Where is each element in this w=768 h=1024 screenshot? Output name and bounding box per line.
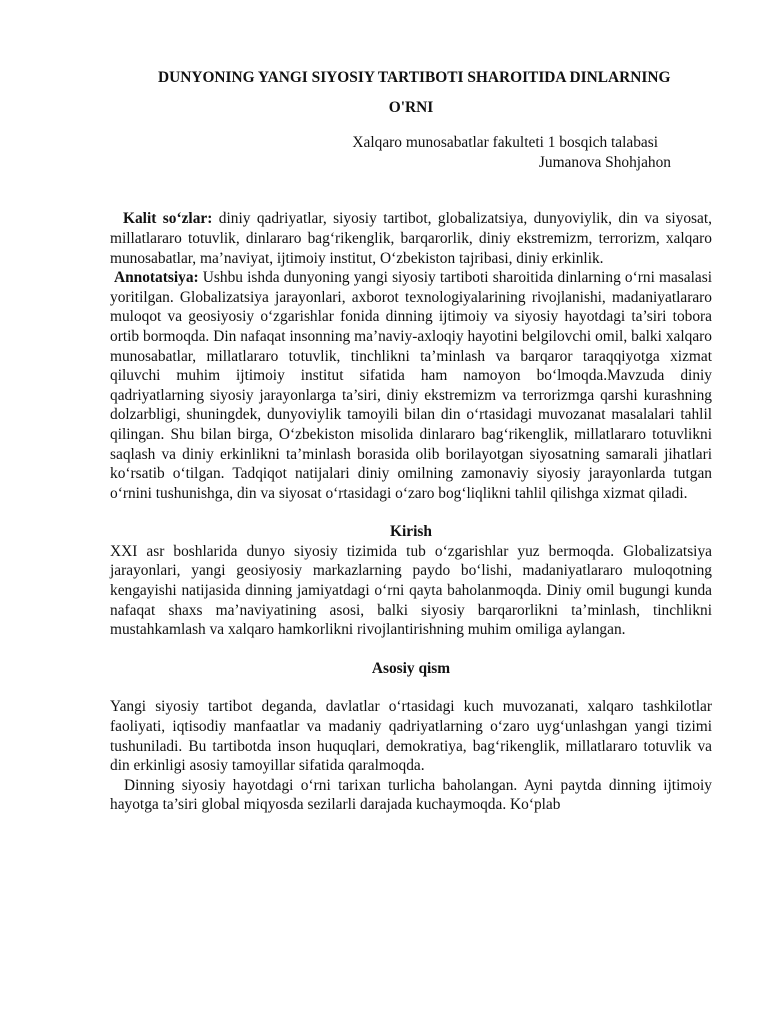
annotation-label: Annotatsiya: [114, 269, 199, 287]
kirish-paragraph: XXI asr boshlarida dunyo siyosiy tizimida tub o‘zgarishlar yuz bermoqda. Globalizatsiya jarayonlari, yangi geosiyosiy markazlarning paydo bo‘lishi, madaniyatlararo muloqotning kengayishi natijasida dinning jamiyatdagi o‘rni qayta baholanmoqda. Diniy omil bugungi kunda nafaqat shaxs ma’naviyatining asosi, balki siyosiy barqarorlikni ta’minlash, tinchlikni mustahkamlash va xalqaro hamkorlikni rivojlantirishning muhim omiliga aylangan. [110, 542, 712, 639]
author-name: Jumanova Shohjahon [538, 153, 671, 171]
section-heading-kirish: Kirish [390, 523, 432, 541]
document-title-line2: O'RNI [388, 98, 434, 116]
asosiy-paragraph-1: Yangi siyosiy tartibot deganda, davlatlar o‘rtasidagi kuch muvozanati, xalqaro tashkilotlar faoliyati, iqtisodiy manfaatlar va madaniy qadriyatlarning o‘zaro uyg‘unlashgan yangi tizimi tushuniladi. Bu tartibotda inson huquqlari, demokratiya, bag‘rikenglik, millatlararo totuvlik va din erkinligi asosiy tamoyillar sifatida qaralmoqda. [110, 698, 712, 775]
author-affiliation: Xalqaro munosabatlar fakulteti 1 bosqich talabasi [352, 134, 658, 152]
keywords-text: diniy qadriyatlar, siyosiy tartibot, globalizatsiya, dunyoviylik, din va siyosat, millatlararo totuvlik, dinlararo bag‘rikenglik, barqarorlik, diniy ekstremizm, terrorizm, xalqaro munosabatlar, ma’naviyat, ijtimoiy institut, O‘zbekiston tajribasi, diniy erkinlik. [110, 210, 712, 267]
document-title: DUNYONING YANGI SIYOSIY TARTIBOTI SHAROITIDA DINLARNING [158, 69, 671, 86]
section-heading-asosiy: Asosiy qism [371, 659, 451, 677]
annotation-text: Ushbu ishda dunyoning yangi siyosiy tartiboti sharoitida dinlarning o‘rni masalasi yoritilgan. Globalizatsiya jarayonlari, axborot texnologiyalarining rivojlanishi, madaniyatlararo muloqot va geosiyosiy o‘zgarishlar fonida dinning ijtimoiy va siyosiy hayotdagi ta’siri tobora ortib bormoqda. Din nafaqat insonning ma’naviy-axloqiy hayotini belgilovchi omil, balki xalqaro munosabatlar, millatlararo totuvlik, tinchlikni ta’minlash va barqaror taraqqiyotga xizmat qiluvchi muhim ijtimoiy institut sifatida ham namoyon bo‘lmoqda.Mavzuda diniy qadriyatlarning siyosiy jarayonlarga ta’siri, diniy ekstremizm va terrorizmga qarshi kurashning dolzarbligi, shuningdek, dunyoviylik tamoyili bilan din o‘rtasidagi muvozanat masalalari tahlil qilingan. Shu bilan birga, O‘zbekiston misolida dinlararo bag‘rikenglik, millatlararo totuvlikni saqlash va diniy erkinlikni ta’minlash borasida olib borilayotgan siyosatning samarali jihatlari ko‘rsatib o‘tilgan. Tadqiqot natijalari diniy omilning zamonaviy siyosiy jarayonlarda tutgan o‘rnini tushunishga, din va siyosat o‘rtasidagi o‘zaro bog‘liqlikni tahlil qilishga xizmat qiladi. [110, 269, 712, 502]
asosiy-paragraph-2: Dinning siyosiy hayotdagi o‘rni tarixan turlicha baholangan. Ayni paytda dinning ijtimoiy hayotga ta’siri global miqyosda sezilarli darajada kuchaymoqda. Ko‘plab [110, 776, 712, 814]
keywords-paragraph [110, 209, 712, 268]
document-page [110, 68, 712, 815]
keywords-label: Kalit so‘zlar: [123, 210, 213, 228]
annotation-paragraph [110, 268, 712, 503]
